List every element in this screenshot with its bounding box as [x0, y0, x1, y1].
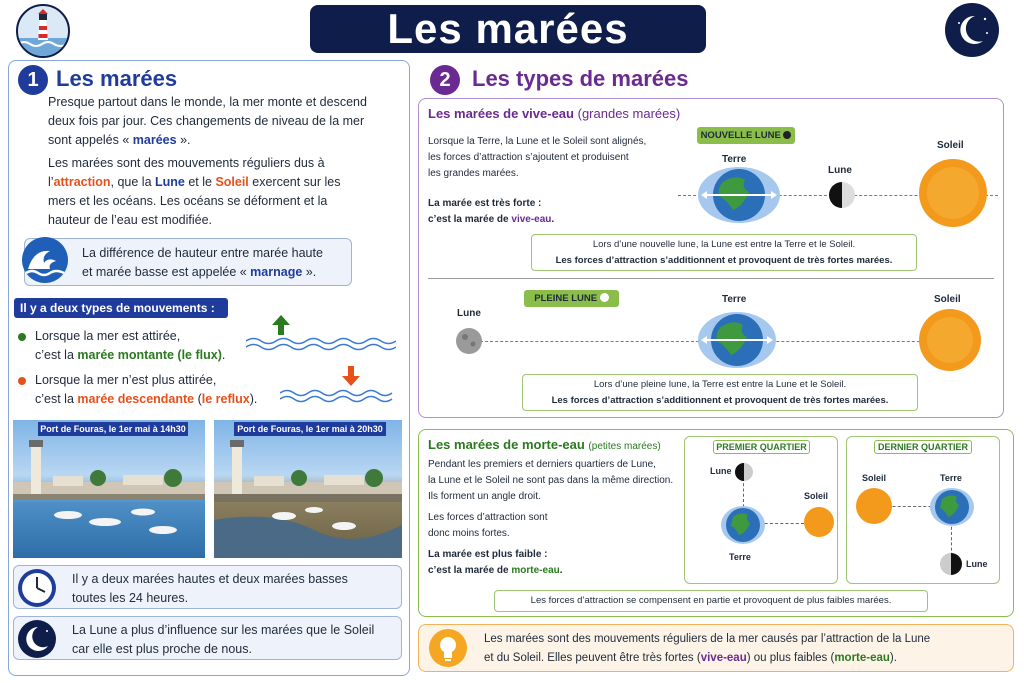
- morte-eau-note: Les forces d’attraction se compensent en partie et provoquent de plus faibles marées.: [494, 590, 928, 612]
- earth-icon-1: [697, 166, 781, 229]
- movements-label: Il y a deux types de mouvements :: [14, 298, 228, 318]
- pleine-lune-tag: PLEINE LUNE: [524, 290, 619, 307]
- first-quarter-moon-icon: [734, 462, 754, 487]
- moon-night-icon: [945, 3, 999, 57]
- lighthouse-logo-icon: [16, 4, 70, 58]
- nouvelle-lune-tag: NOUVELLE LUNE: [697, 127, 795, 144]
- clock-icon: [16, 567, 58, 614]
- earth-icon-3: [720, 505, 766, 550]
- morte-eau-text-2: Les forces d’attraction sont donc moins fortes.: [428, 512, 548, 539]
- sun-label-4: Soleil: [862, 473, 887, 483]
- sun-icon-3: [803, 506, 835, 543]
- morte-eau-title: Les marées de morte-eau (petites marées): [428, 437, 661, 452]
- full-moon-icon: [455, 327, 483, 360]
- summary-text: Les marées sont des mouvements réguliers de la mer causés par l’attraction de la Lune et du Soleil. Elles peuvent être très fortes (vive-eau) ou plus faibles (morte-eau).: [484, 633, 931, 664]
- sun-label-2: Soleil: [934, 294, 961, 305]
- sun-label-3: Soleil: [804, 491, 829, 501]
- marnage-text: La différence de hauteur entre marée haute et marée basse est appelée « marnage ».: [82, 246, 323, 279]
- page-title: Les marées: [310, 5, 706, 53]
- earth-label-3: Terre: [729, 552, 751, 562]
- bullet-green: [18, 333, 26, 341]
- premier-quartier-tag: PREMIER QUARTIER: [713, 440, 810, 454]
- wave-rising-icon: [246, 336, 396, 357]
- info-tides-per-day-text: Il y a deux marées hautes et deux marées basses toutes les 24 heures.: [72, 572, 348, 605]
- photo-high-tide: [13, 420, 205, 558]
- section-2-title: Les types de marées: [472, 66, 689, 91]
- earth-label-2: Terre: [722, 294, 747, 305]
- vive-eau-title: Les marées de vive-eau (grandes marées): [428, 106, 681, 121]
- vive-eau-text: Lorsque la Terre, la Lune et le Soleil sont alignés, les forces d’attraction s’ajoutent et produisent les grandes marées.: [428, 136, 647, 179]
- movement-falling-text: Lorsque la mer n’est plus attirée, c’est la marée descendante (le reflux).: [35, 373, 258, 406]
- pleine-lune-note: Lors d’une pleine lune, la Terre est entre la Lune et le Soleil. Les forces d’attraction s’additionnent et provoquent de très fortes marées.: [522, 374, 918, 411]
- sun-icon-4: [855, 487, 893, 530]
- earth-label-1: Terre: [722, 154, 747, 165]
- earth-icon-4: [929, 487, 975, 532]
- vive-eau-strong: La marée est très forte : c’est la marée de vive-eau.: [428, 198, 555, 225]
- section-2-number: 2: [430, 65, 460, 95]
- lightbulb-icon: [428, 628, 468, 673]
- wave-falling-icon: [280, 388, 396, 409]
- section-1-paragraph-1: Presque partout dans le monde, la mer monte et descend deux fois par jour. Ces changements de niveau de la mer sont appelés « marées ».: [48, 95, 367, 147]
- earth-icon-2: [697, 311, 777, 374]
- photo-1-caption: Port de Fouras, le 1er mai à 14h30: [38, 422, 188, 436]
- bullet-orange: [18, 377, 26, 385]
- section-1-paragraph-2: Les marées sont des mouvements réguliers dus à l’attraction, que la Lune et le Soleil exercent sur les mers et les océans. Les océans se déforment et la hauteur de l’eau est modifiée.: [48, 156, 341, 227]
- divider: [428, 278, 994, 279]
- movement-rising-text: Lorsque la mer est attirée, c’est la marée montante (le flux).: [35, 329, 226, 362]
- moon-label-4: Lune: [966, 559, 988, 569]
- photo-2-caption: Port de Fouras, le 1er mai à 20h30: [234, 422, 386, 436]
- crescent-moon-icon: [16, 618, 58, 665]
- photo-low-tide: [214, 420, 402, 558]
- last-quarter-moon-icon: [939, 552, 963, 581]
- morte-eau-text: Pendant les premiers et derniers quartiers de Lune, la Lune et le Soleil ne sont pas dans la même direction. Ils forment un angle droit.: [428, 459, 674, 502]
- morte-eau-strong: La marée est plus faible : c’est la marée de morte-eau.: [428, 549, 563, 576]
- nouvelle-lune-note: Lors d’une nouvelle lune, la Lune est entre la Terre et le Soleil. Les forces d’attraction s’additionnent et provoquent de très fortes marées.: [531, 234, 917, 271]
- dernier-quartier-tag: DERNIER QUARTIER: [874, 440, 972, 454]
- new-moon-icon: [828, 181, 856, 214]
- sun-label-1: Soleil: [937, 140, 964, 151]
- moon-label-2: Lune: [457, 308, 481, 319]
- moon-label-1: Lune: [828, 165, 852, 176]
- section-1-title: Les marées: [56, 66, 178, 91]
- sun-icon-1: [918, 158, 988, 233]
- section-1-number: 1: [18, 65, 48, 95]
- sun-icon-2: [918, 308, 982, 377]
- wave-icon: [22, 237, 68, 283]
- info-moon-influence-text: La Lune a plus d’influence sur les marées que le Soleil car elle est plus proche de nous.: [72, 623, 375, 656]
- moon-label-3: Lune: [710, 466, 732, 476]
- earth-label-4: Terre: [940, 473, 962, 483]
